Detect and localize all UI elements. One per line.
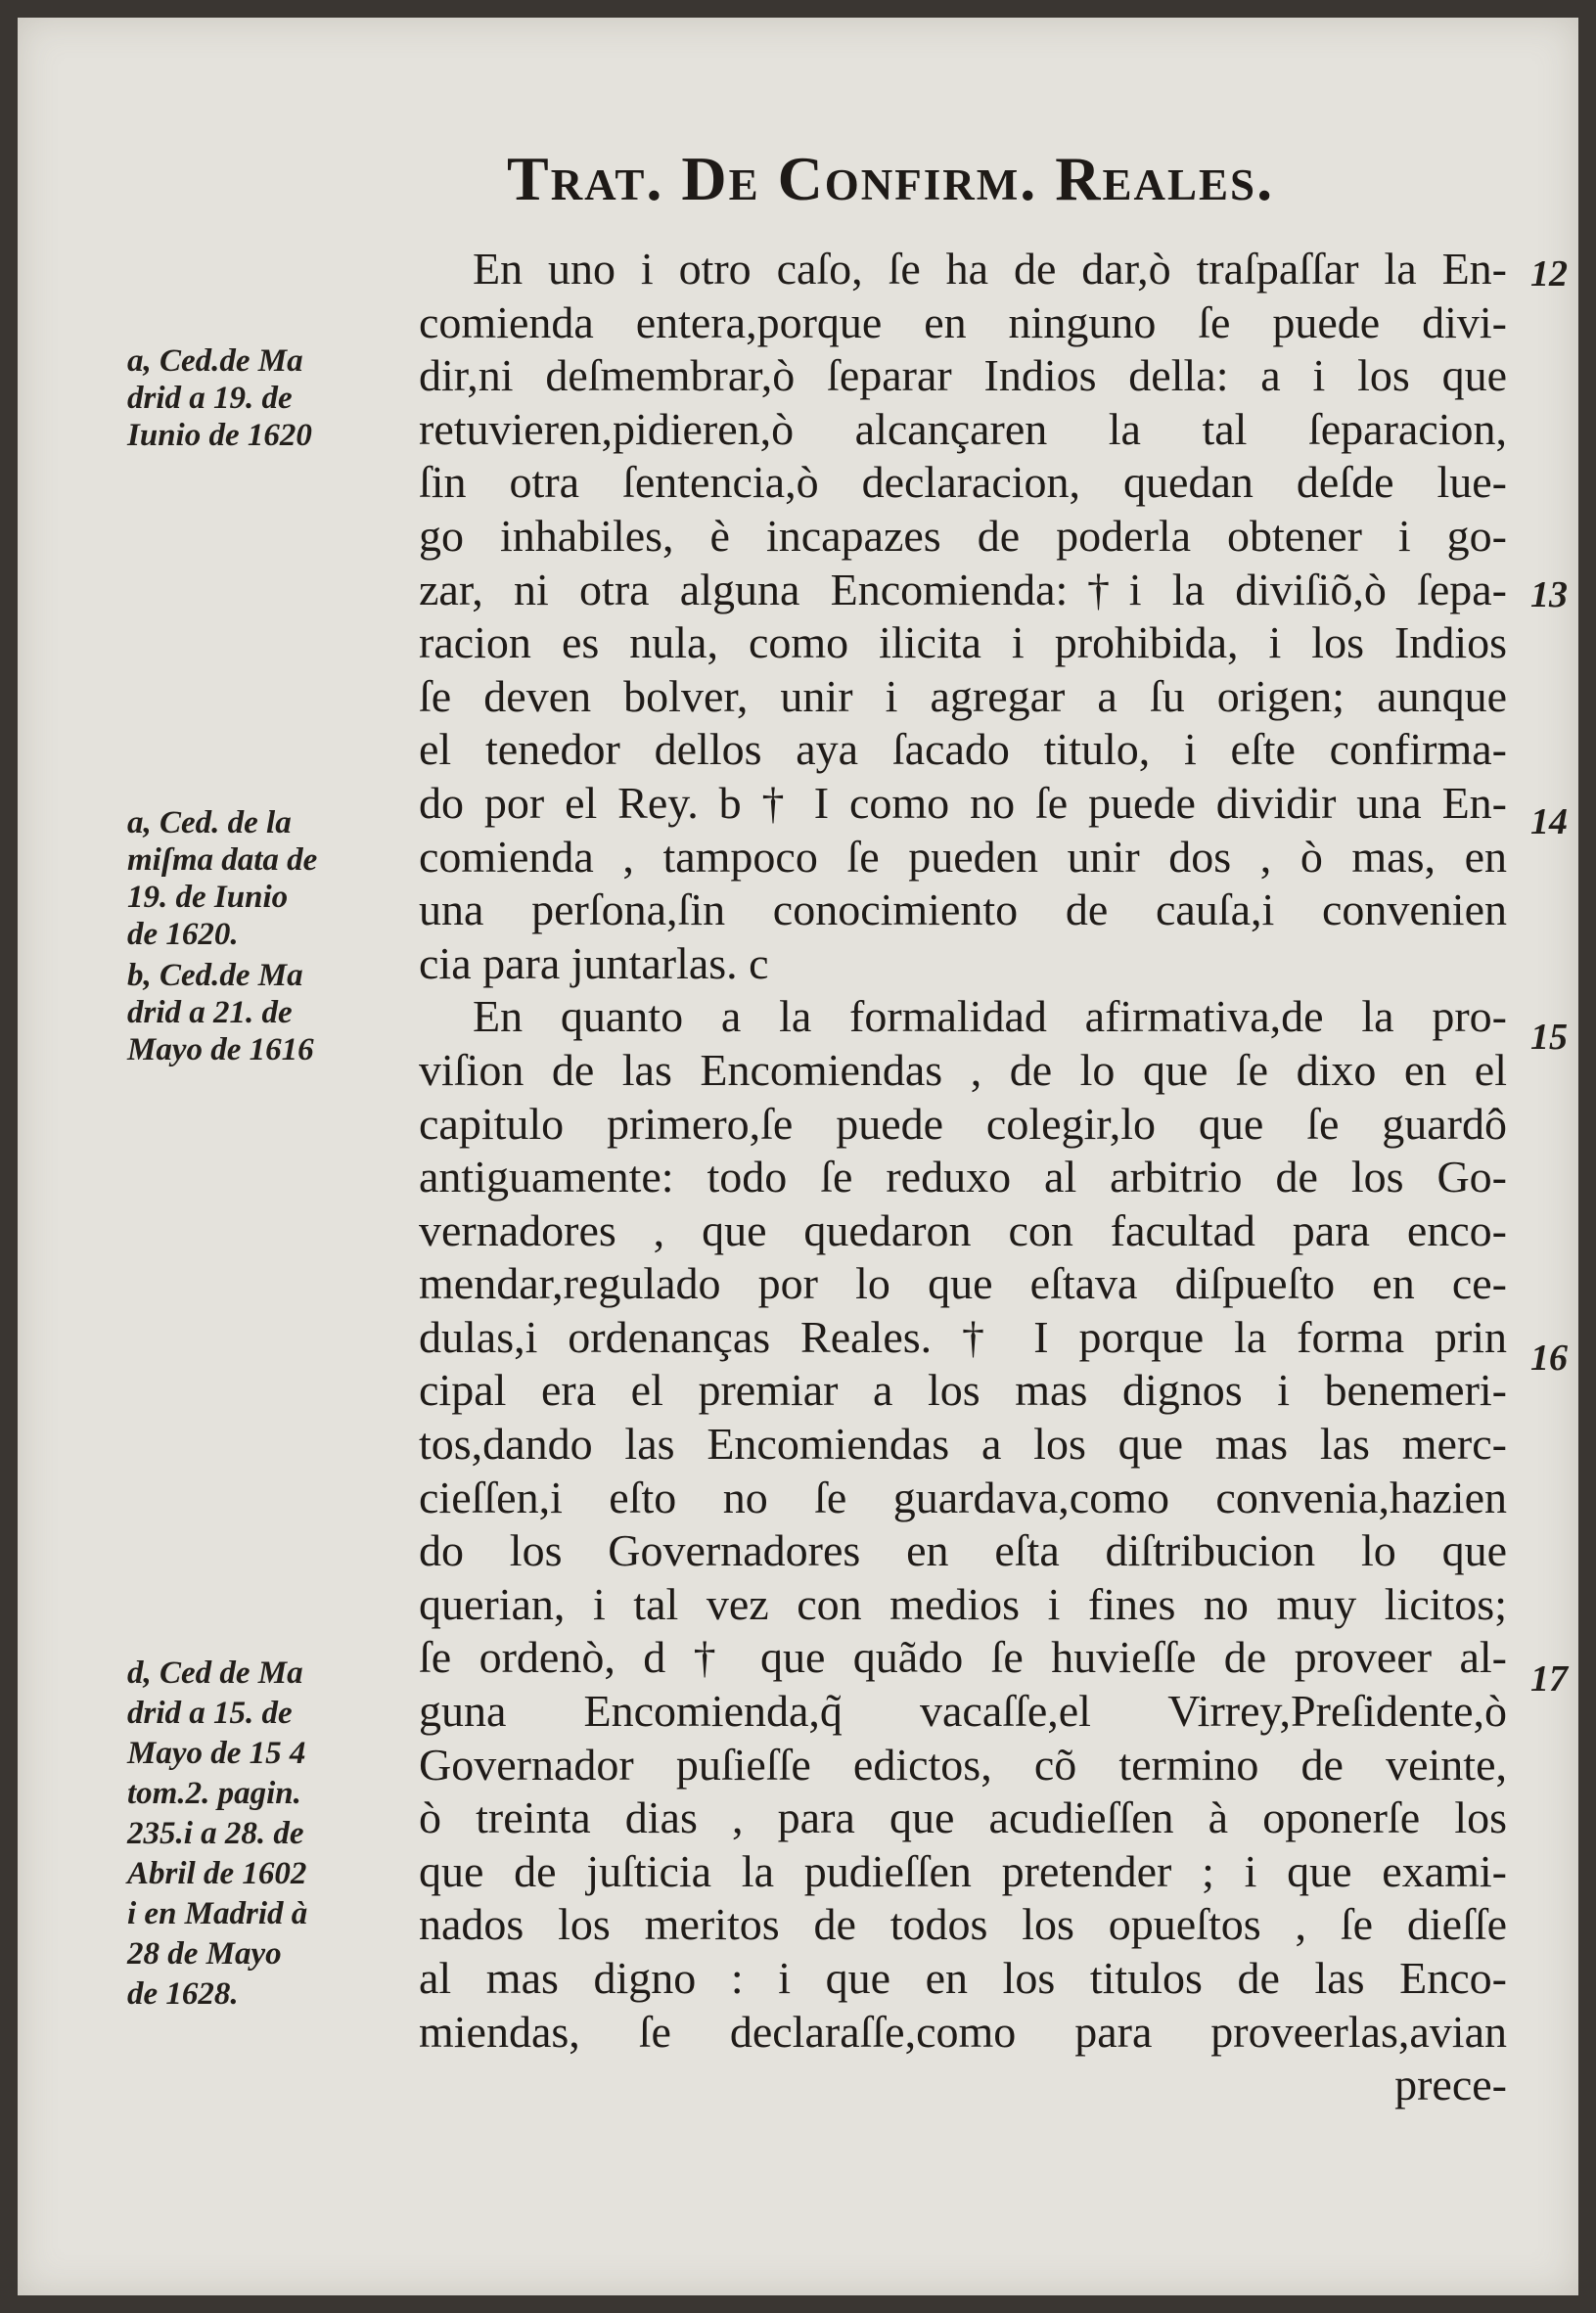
paragraph-number-12: 12 <box>1530 253 1568 295</box>
paragraph-number-15: 15 <box>1530 1017 1568 1058</box>
paragraph-number-17: 17 <box>1530 1658 1568 1700</box>
text-line: ſin otra ſentencia,ò declaracion, quedan deſde lue- <box>419 457 1507 508</box>
text-line: cipal era el premiar a los mas dignos i benemeri- <box>419 1365 1507 1416</box>
text-line: En uno i otro caſo, ſe ha de dar,ò traſpaſſar la En- <box>473 244 1507 294</box>
paragraph-number-16: 16 <box>1530 1338 1568 1379</box>
margin-note-line: d, Ced de Ma <box>127 1655 303 1691</box>
margin-note-line: Mayo de 15 4 <box>127 1736 306 1771</box>
paragraph-number-14: 14 <box>1530 801 1568 842</box>
text-line: al mas digno : i que en los titulos de las Enco- <box>419 1953 1507 2003</box>
margin-note-line: Mayo de 1616 <box>127 1032 314 1067</box>
margin-note-line: b, Ced.de Ma <box>127 958 303 993</box>
margin-note-line: Abril de 1602 <box>127 1856 307 1891</box>
text-line: guna Encomienda,q̃ vacaſſe,el Virrey,Preſidente,ò <box>419 1686 1507 1737</box>
text-line: retuvieren,pidieren,ò alcançaren la tal ſeparacion, <box>419 403 1507 454</box>
margin-note-line: miſma data de <box>127 842 318 878</box>
text-line: vernadores , que quedaron con facultad para enco- <box>419 1204 1507 1255</box>
margin-note-line: 28 de Mayo <box>127 1936 282 1972</box>
margin-note-a2 <box>127 804 421 953</box>
text-line: una perſona,ſin conocimiento de cauſa,i convenien <box>419 884 1507 935</box>
text-line: go inhabiles, è incapazes de poderla obtener i go- <box>419 510 1507 561</box>
running-header: Trat. De Confirm. Reales. <box>507 144 1275 213</box>
text-line: racion es nula, como ilicita i prohibida, i los Indios <box>419 617 1507 668</box>
margin-note-line: 19. de Iunio <box>127 880 289 915</box>
text-line: comienda entera,porque en ninguno ſe puede divi- <box>419 296 1507 347</box>
text-line: el tenedor dellos aya ſacado titulo, i eſte confirma- <box>419 724 1507 775</box>
text-line: ſe ordenò, d † que quãdo ſe huvieſſe de proveer al- <box>419 1632 1507 1683</box>
text-line: zar, ni otra alguna Encomienda:†i la diviſiõ,ò ſepa- <box>419 564 1507 614</box>
text-line: comienda , tampoco ſe pueden unir dos , ò mas, en <box>419 831 1507 882</box>
margin-note-line: de 1620. <box>127 917 239 952</box>
text-line: ſe deven bolver, unir i agregar a ſu origen; aunque <box>419 670 1507 721</box>
text-line: cia para juntarlas. c <box>419 937 769 988</box>
margin-note-line: drid a 15. de <box>127 1696 293 1731</box>
margin-note-line: drid a 19. de <box>127 381 293 416</box>
text-line: tos,dando las Encomiendas a los que mas las merc- <box>419 1419 1507 1470</box>
text-line: miendas, ſe declaraſſe,como para proveerlas,avian <box>419 2006 1507 2057</box>
margin-note-d <box>127 1654 421 2015</box>
text-line: antiguamente: todo ſe reduxo al arbitrio de los Go- <box>419 1152 1507 1202</box>
text-line: Governador puſieſſe edictos, cõ termino de veinte, <box>419 1739 1507 1790</box>
margin-note-line: a, Ced.de Ma <box>127 343 303 379</box>
margin-note-line: i en Madrid à <box>127 1896 308 1931</box>
margin-note-line: de 1628. <box>127 1976 239 2012</box>
margin-note-a <box>127 342 421 454</box>
margin-note-line: 235.i a 28. de <box>127 1816 304 1851</box>
text-line: En quanto a la formalidad afirmativa,de la pro- <box>473 991 1507 1042</box>
text-line: capitulo primero,ſe puede colegir,lo que ſe guardô <box>419 1098 1507 1149</box>
margin-note-line: Iunio de 1620 <box>127 418 312 453</box>
text-line: do los Governadores en eſta diſtribucion lo que <box>419 1525 1507 1576</box>
text-line: mendar,regulado por lo que eſtava diſpueſto en ce- <box>419 1258 1507 1309</box>
text-line: do por el Rey. b † I como no ſe puede dividir una En- <box>419 777 1507 828</box>
text-line: ò treinta dias , para que acudieſſen à oponerſe los <box>419 1792 1507 1843</box>
catchword: prece- <box>1394 2060 1507 2110</box>
text-line: cieſſen,i eſto no ſe guardava,como convenia,hazien <box>419 1472 1507 1522</box>
margin-note-line: tom.2. pagin. <box>127 1776 301 1811</box>
text-line: viſion de las Encomiendas , de lo que ſe dixo en el <box>419 1044 1507 1095</box>
text-line: querian, i tal vez con medios i fines no muy licitos; <box>419 1578 1507 1629</box>
margin-note-b <box>127 957 421 1068</box>
margin-note-line: drid a 21. de <box>127 995 293 1030</box>
paragraph-number-13: 13 <box>1530 574 1568 615</box>
text-line: que de juſticia la pudieſſen pretender ; i que exami- <box>419 1845 1507 1896</box>
text-line: nados los meritos de todos los opueſtos , ſe dieſſe <box>419 1899 1507 1950</box>
text-line: dir,ni deſmembrar,ò ſeparar Indios della: a i los que <box>419 350 1507 401</box>
margin-note-line: a, Ced. de la <box>127 805 292 840</box>
text-line: dulas,i ordenanças Reales. † I porque la forma prin <box>419 1311 1507 1362</box>
page <box>18 18 1578 2295</box>
body-text <box>419 243 1507 2112</box>
